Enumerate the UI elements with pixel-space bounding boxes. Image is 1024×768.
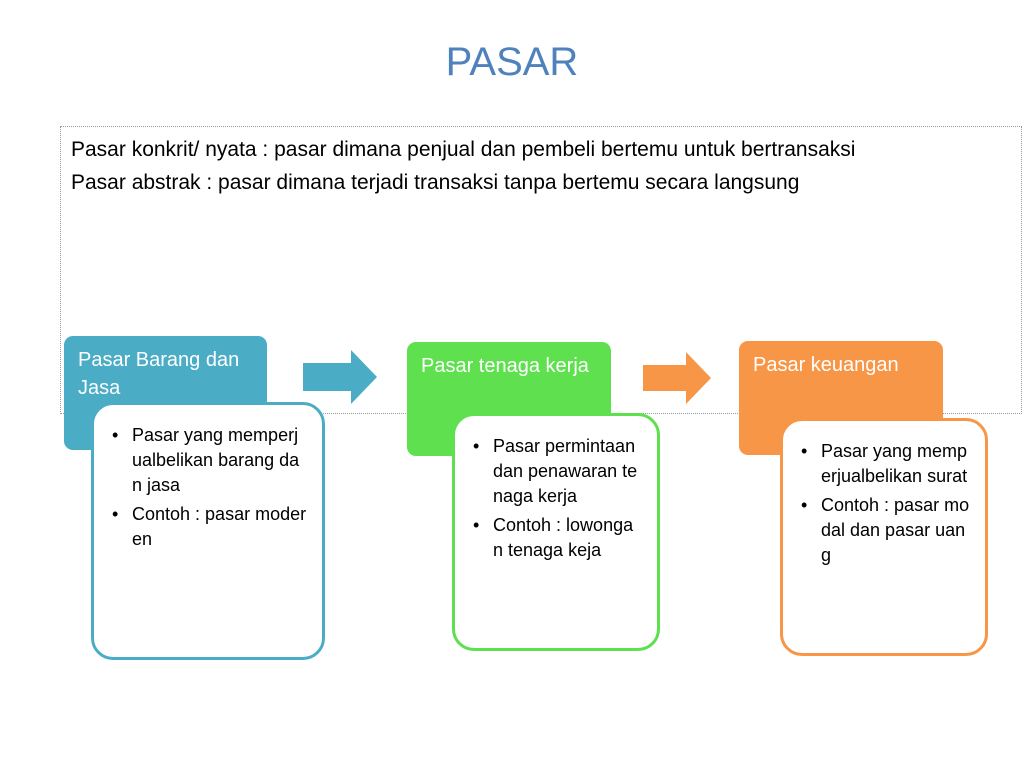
list-item: • Pasar yang memperjualbelikan surat xyxy=(801,439,971,489)
arrow-right-icon xyxy=(303,350,377,404)
list-item: • Contoh : lowongan tenaga keja xyxy=(473,513,643,563)
stage-label: Pasar keuangan xyxy=(753,354,899,376)
stage-label: Pasar Barang dan Jasa xyxy=(78,349,240,399)
list-item: • Contoh : pasar modal dan pasar uang xyxy=(801,493,971,568)
stage-card-tenaga-kerja xyxy=(452,413,660,651)
stage-card-barang-jasa xyxy=(91,402,325,660)
stage-label: Pasar tenaga kerja xyxy=(421,355,589,377)
definition-concrete: Pasar konkrit/ nyata : pasar dimana penjual dan pembeli bertemu untuk bertransaksi xyxy=(71,138,856,161)
list-item: • Pasar permintaan dan penawaran tenaga kerja xyxy=(473,434,643,509)
list-item: • Pasar yang memperjualbelikan barang dan jasa xyxy=(112,423,308,498)
definition-abstract: Pasar abstrak : pasar dimana terjadi transaksi tanpa bertemu secara langsung xyxy=(71,171,800,194)
arrow-right-icon xyxy=(643,352,711,404)
slide-title: PASAR xyxy=(445,40,579,84)
list-item: • Contoh : pasar moderen xyxy=(112,502,308,552)
stage-card-keuangan xyxy=(780,418,988,656)
